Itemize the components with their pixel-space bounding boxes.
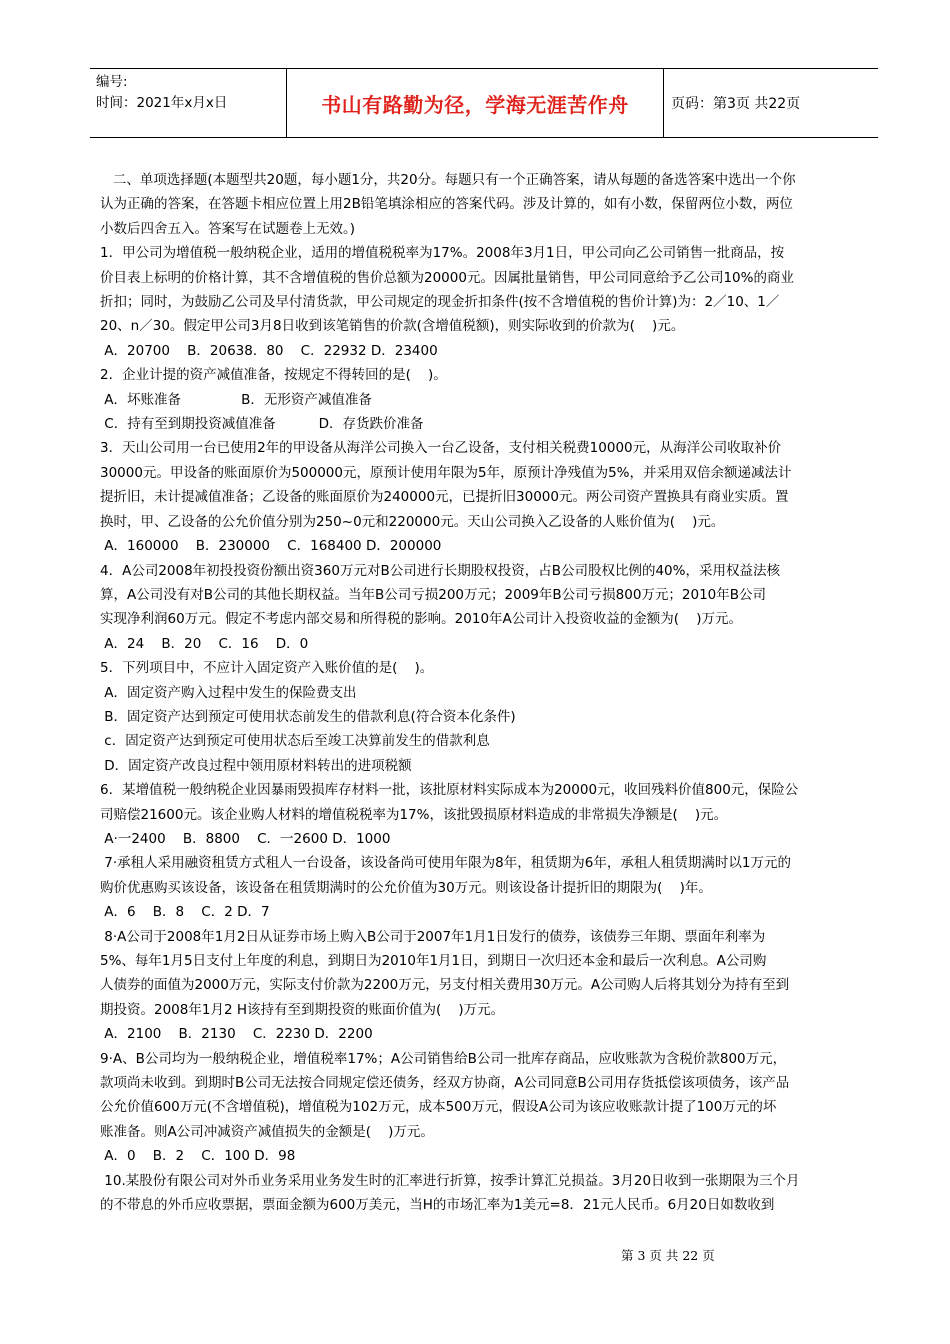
text-line: 9·A、B公司均为一般纳税企业，增值税率17%；A公司销售给B公司一批库存商品，应收账款为含税价款800万元， [100, 1050, 787, 1067]
text-line: A．坏账准备 B．无形资产减值准备 [100, 391, 372, 408]
text-line: A．160000 B．230000 C．168400 D．200000 [100, 538, 442, 555]
text-line: 10.某股份有限公司对外币业务采用业务发生时的汇率进行折算，按季计算汇兑损益。3月20日收到一张期限为三个月 [100, 1172, 800, 1189]
text-line: A·一2400 B．8800 C．一2600 D．1000 [100, 830, 391, 847]
text-line: 提折旧，未计提减值准备；乙设备的账面原价为240000元，已提折旧30000元。两公司资产置换具有商业实质。置 [100, 489, 789, 506]
text-line: 5%、每年1月5日支付上年度的利息，到期日为2010年1月1日，到期日一次归还本金和最后一次利息。A公司购 [100, 953, 767, 969]
text-line: D．固定资产改良过程中领用原材料转出的进项税额 [100, 757, 412, 774]
header-motto: 书山有路勤为径，学海无涯苦作舟 [286, 69, 664, 137]
page-footer: 第 3 页 共 22 页 [621, 1248, 715, 1263]
text-line: 20、n／30。假定甲公司3月8日收到该笔销售的价款(含增值税额)，则实际收到的价款为( )元。 [100, 318, 685, 335]
text-line: C．持有至到期投资减值准备 D．存货跌价准备 [100, 416, 424, 433]
text-line: 公允价值600万元(不含增值税)，增值税为102万元，成本500万元，假设A公司为该应收账款计提了100万元的坏 [100, 1099, 777, 1116]
text-line: 人债券的面值为2000万元，实际支付价款为2200万元，另支付相关费用30万元。A公司购人后将其划分为持有至到 [100, 977, 790, 994]
page-header [90, 68, 878, 138]
text-line: 7·承租人采用融资租赁方式租人一台设备，该设备尚可使用年限为8年，租赁期为6年，承租人租赁期满时以1万元的 [100, 855, 791, 872]
number-label: 编号: [96, 74, 128, 90]
text-line: A．20700 B．20638．80 C．22932 D．23400 [100, 342, 438, 359]
text-line: 折扣；同时，为鼓励乙公司及早付清货款，甲公司规定的现金折扣条件(按不含增值税的售价计算)为：2／10、1／ [100, 294, 780, 311]
text-line: c．固定资产达到预定可使用状态后至竣工决算前发生的借款利息 [100, 733, 490, 750]
text-line: 小数后四舍五入。答案写在试题卷上无效。) [100, 220, 356, 237]
text-line: 价目表上标明的价格计算，其不含增值税的售价总额为20000元。因属批量销售，甲公司同意给予乙公司10%的商业 [100, 269, 794, 286]
text-line: 实现净利润60万元。假定不考虑内部交易和所得税的影响。2010年A公司计入投资收益的金额为( )万元。 [100, 611, 742, 628]
text-line: 期投资。2008年1月2 H该持有至到期投资的账面价值为( )万元。 [100, 1001, 505, 1018]
text-line: 的不带息的外币应收票据，票面金额为600万美元，当H的市场汇率为1美元=8．21元人民币。6月20日如数收到 [100, 1197, 775, 1214]
text-line: A．2100 B．2130 C．2230 D．2200 [100, 1026, 373, 1043]
text-line: 款项尚未收到。到期时B公司无法按合同规定偿还债务，经双方协商，A公司同意B公司用存货抵偿该项债务，该产品 [100, 1075, 790, 1092]
text-line: 购价优惠购买该设备，该设备在租赁期满时的公允价值为30万元。则该设备计提折旧的期限为( )年。 [100, 879, 712, 896]
time-label: 时间：2021年x月x日 [96, 95, 228, 111]
text-line: 认为正确的答案，在答题卡相应位置上用2B铅笔填涂相应的答案代码。涉及计算的，如有小数，保留两位小数，两位 [100, 196, 793, 213]
text-line: 换时，甲、乙设备的公允价值分别为250~0元和220000元。天山公司换入乙设备的人账价值为( )元。 [100, 513, 725, 530]
header-page-number: 页码：第3页 共22页 [671, 96, 801, 112]
header-meta [90, 69, 286, 137]
text-line: 3．天山公司用一台已使用2年的甲设备从海洋公司换入一台乙设备，支付相关税费10000元，从海洋公司收取补价 [100, 440, 782, 457]
text-line: 司赔偿21600元。该企业购人材料的增值税税率为17%，该批毁损原材料造成的非常损失净额是( )元。 [100, 806, 728, 823]
text-line: 8·A公司于2008年1月2日从证券市场上购入B公司于2007年1月1日发行的债券，该债券三年期、票面年利率为 [100, 928, 766, 945]
text-line: 2．企业计提的资产减值准备，按规定不得转回的是( )。 [100, 367, 447, 384]
text-line: A．0 B．2 C．100 D．98 [100, 1148, 296, 1165]
text-line: B．固定资产达到预定可使用状态前发生的借款利息(符合资本化条件) [100, 708, 516, 725]
text-line: 1．甲公司为增值税一般纳税企业，适用的增值税税率为17%。2008年3月1日，甲公司向乙公司销售一批商品，按 [100, 245, 785, 262]
document-body [100, 168, 860, 1217]
text-line: 6．某增值税一般纳税企业因暴雨毁损库存材料一批，该批原材料实际成本为20000元，收回残料价值800元，保险公 [100, 782, 799, 799]
text-line: A．6 B．8 C．2 D．7 [100, 904, 270, 921]
text-line: 算，A公司没有对B公司的其他长期权益。当年B公司亏损200万元；2009年B公司亏损800万元；2010年B公司 [100, 586, 767, 603]
text-line: 5．下列项目中，不应计入固定资产入账价值的是( )。 [100, 660, 434, 677]
text-line: 账准备。则A公司冲减资产减值损失的金额是( )万元。 [100, 1123, 434, 1140]
text-line: 30000元。甲设备的账面原价为500000元，原预计使用年限为5年，原预计净残值为5%，并采用双倍余额递减法计 [100, 464, 792, 481]
text-line: 二、单项选择题(本题型共20题，每小题1分，共20分。每题只有一个正确答案，请从每题的备选答案中选出一个你 [100, 172, 796, 188]
text-line: 4．A公司2008年初投投资份额出资360万元对B公司进行长期股权投资，占B公司股权比例的40%，采用权益法核 [100, 562, 780, 579]
text-line: A．24 B．20 C．16 D．0 [100, 635, 309, 652]
text-line: A．固定资产购入过程中发生的保险费支出 [100, 684, 357, 701]
